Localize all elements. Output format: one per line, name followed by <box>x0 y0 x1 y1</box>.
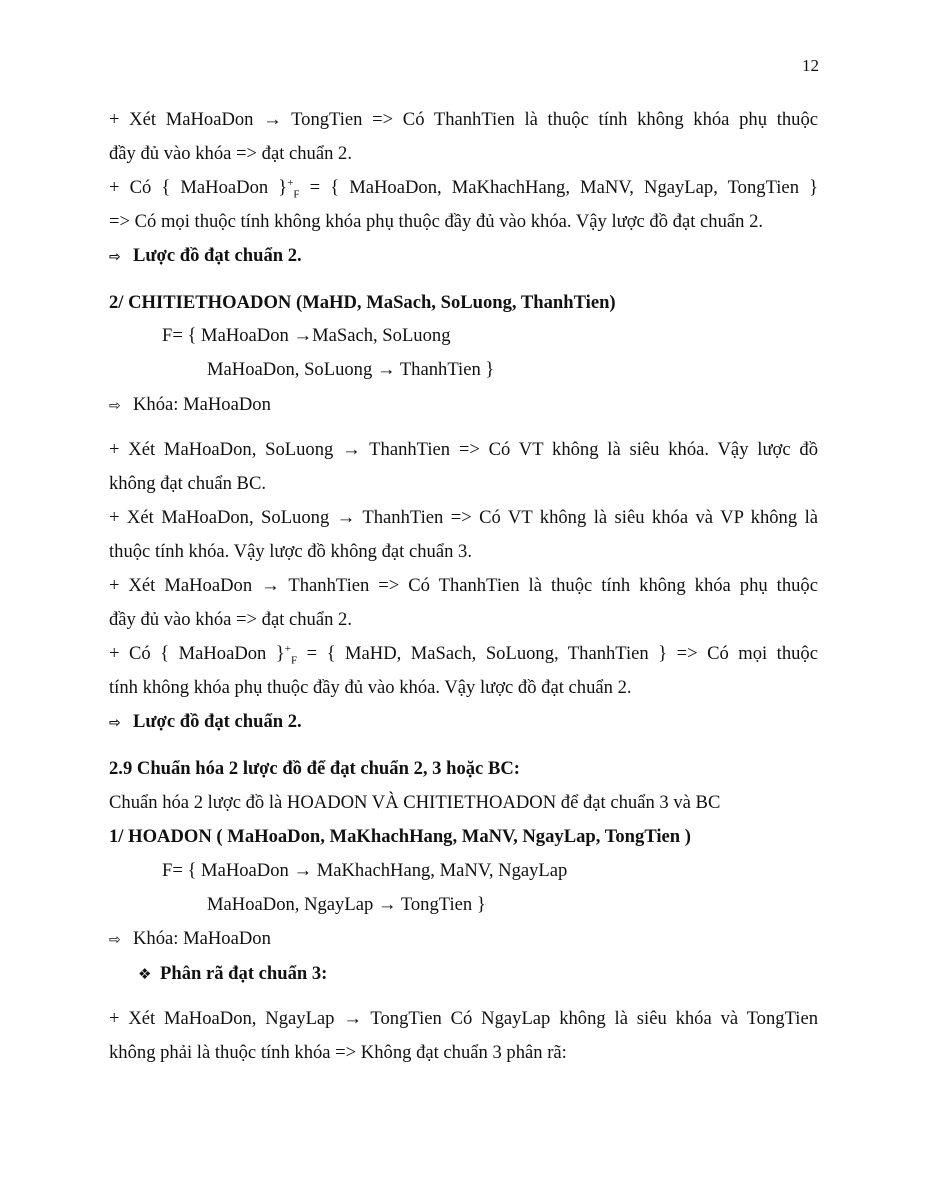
conclusion-line <box>109 713 302 732</box>
conclusion-text: Lược đồ đạt chuẩn 2. <box>133 711 302 732</box>
text-fragment: = { MaHoaDon, MaKhachHang, MaNV, NgayLap, TongTien } <box>299 177 818 198</box>
closure-line <box>109 176 818 201</box>
text-fragment: + Có { MaHoaDon } <box>109 643 285 664</box>
fd-line: F= { MaHoaDon → MaKhachHang, MaNV, NgayLap <box>162 860 568 881</box>
conclusion-line <box>109 247 302 266</box>
superscript: + <box>287 176 294 189</box>
conclusion-text: Lược đồ đạt chuẩn 2. <box>133 245 302 266</box>
schema-title: 2/ CHITIETHOADON (MaHD, MaSach, SoLuong, ThanhTien) <box>109 292 616 313</box>
bullet-line <box>138 965 327 984</box>
text-line: Chuẩn hóa 2 lược đồ là HOADON VÀ CHITIETHOADON để đạt chuẩn 3 và BC <box>109 792 721 813</box>
text-line: + Xét MaHoaDon → ThanhTien => Có ThanhTien là thuộc tính không khóa phụ thuộc <box>109 575 818 596</box>
right-arrow-icon: ⇨ <box>109 932 121 948</box>
section-heading: 2.9 Chuẩn hóa 2 lược đồ để đạt chuẩn 2, 3 hoặc BC: <box>109 758 520 779</box>
page-number: 12 <box>802 56 819 75</box>
text-line: thuộc tính khóa. Vậy lược đồ không đạt chuẩn 3. <box>109 541 472 562</box>
fd-line: F= { MaHoaDon →MaSach, SoLuong <box>162 325 451 346</box>
schema-title: 1/ HOADON ( MaHoaDon, MaKhachHang, MaNV, NgayLap, TongTien ) <box>109 826 691 847</box>
text-line: + Xét MaHoaDon → TongTien => Có ThanhTien là thuộc tính không khóa phụ thuộc <box>109 109 818 130</box>
fd-line: MaHoaDon, NgayLap → TongTien } <box>207 894 486 915</box>
text-line: không phải là thuộc tính khóa => Không đạt chuẩn 3 phân rã: <box>109 1042 567 1063</box>
right-arrow-icon: ⇨ <box>109 398 121 414</box>
text-fragment: = { MaHD, MaSach, SoLuong, ThanhTien } => Có mọi thuộc <box>297 643 818 664</box>
text-line: tính không khóa phụ thuộc đầy đủ vào khóa. Vậy lược đồ đạt chuẩn 2. <box>109 677 632 698</box>
text-line: đầy đủ vào khóa => đạt chuẩn 2. <box>109 143 352 164</box>
diamond-bullet-icon: ❖ <box>138 965 152 983</box>
right-arrow-icon: ⇨ <box>109 715 121 731</box>
text-line: + Xét MaHoaDon, SoLuong → ThanhTien => Có VT không là siêu khóa và VP không là <box>109 507 818 528</box>
text-line: không đạt chuẩn BC. <box>109 473 266 494</box>
key-text: Khóa: MaHoaDon <box>133 394 271 415</box>
text-fragment: + Có { MaHoaDon } <box>109 177 288 198</box>
key-text: Khóa: MaHoaDon <box>133 928 271 949</box>
bullet-text: Phân rã đạt chuẩn 3: <box>160 963 328 984</box>
closure-line <box>109 642 818 667</box>
key-line <box>109 396 271 415</box>
text-line: + Xét MaHoaDon, NgayLap → TongTien Có NgayLap không là siêu khóa và TongTien <box>109 1008 818 1029</box>
superscript: + <box>284 642 291 655</box>
fd-line: MaHoaDon, SoLuong → ThanhTien } <box>207 359 495 380</box>
subscript: F <box>290 654 298 667</box>
text-line: => Có mọi thuộc tính không khóa phụ thuộc đầy đủ vào khóa. Vậy lược đồ đạt chuẩn 2. <box>109 211 764 232</box>
right-arrow-icon: ⇨ <box>109 249 121 265</box>
text-line: + Xét MaHoaDon, SoLuong → ThanhTien => Có VT không là siêu khóa. Vậy lược đồ <box>109 439 818 460</box>
text-line: đầy đủ vào khóa => đạt chuẩn 2. <box>109 609 352 630</box>
key-line <box>109 930 271 949</box>
subscript: F <box>293 188 300 201</box>
